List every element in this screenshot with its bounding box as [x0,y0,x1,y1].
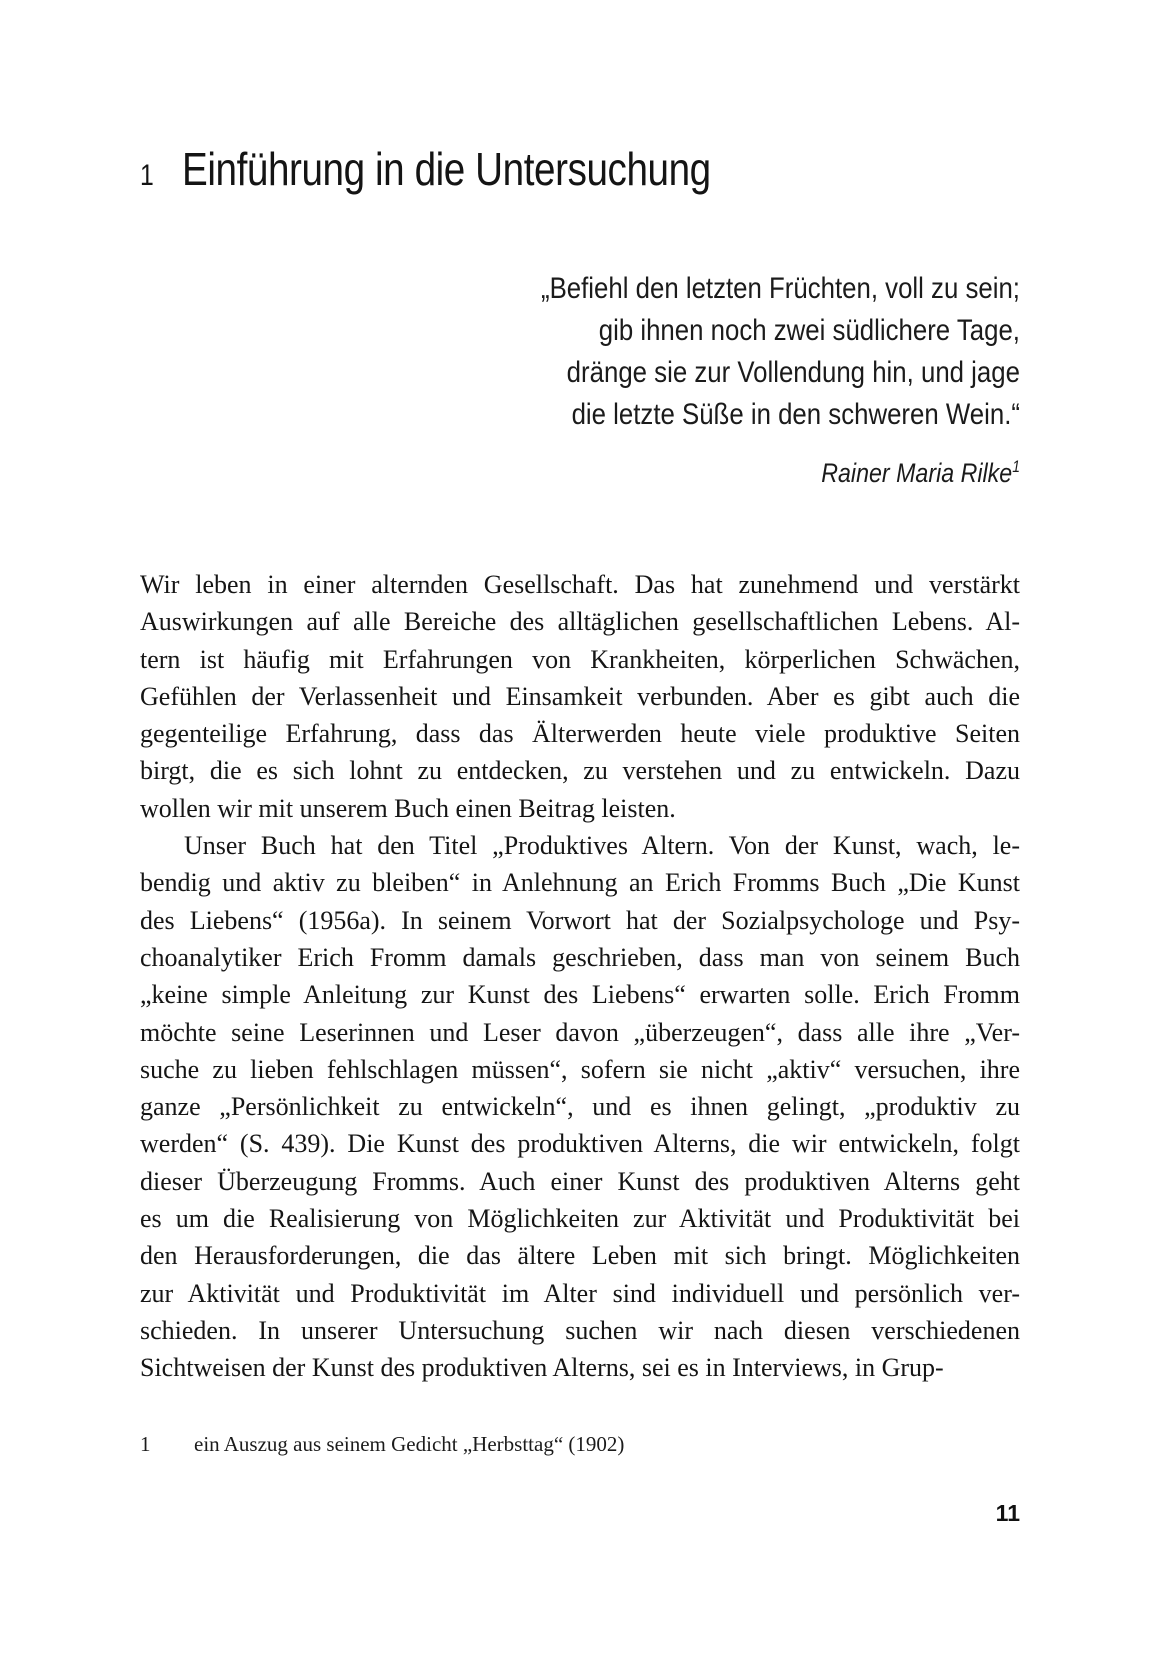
epigraph-line: dränge sie zur Vollendung hin, und jage [566,356,1020,389]
body-line: Wir leben in einer alternden Gesellschaft. Das hat zunehmend und verstärkt [140,570,1020,599]
epigraph-lines [541,268,1020,436]
body-line: Gefühlen der Verlassenheit und Einsamkeit verbunden. Aber es gibt auch die [140,681,1020,711]
body-line: zur Aktivität und Produktivität im Alter sind individuell und persönlich ver- [140,1278,1020,1308]
body-line: birgt, die es sich lohnt zu entdecken, zu verstehen und zu entwickeln. Dazu [140,756,1020,786]
chapter-heading [140,142,711,196]
body-line: dieser Überzeugung Fromms. Auch einer Kunst des produktiven Alterns geht [140,1166,1020,1196]
body-line: ganze „Persönlichkeit zu entwickeln“, und es ihnen gelingt, „produktiv zu [140,1092,1020,1122]
footnote-ref: 1 [1012,458,1020,476]
chapter-number: 1 [140,159,154,192]
body-line: wollen wir mit unserem Buch einen Beitrag leisten. [140,793,676,823]
body-line: Unser Buch hat den Titel „Produktives Altern. Von der Kunst, wach, le- [184,831,1020,861]
body-line: Auswirkungen auf alle Bereiche des alltäglichen gesellschaftlichen Lebens. Al- [140,607,1020,637]
body-line: suche zu lieben fehlschlagen müssen“, sofern sie nicht „aktiv“ versuchen, ihre [140,1054,1020,1084]
body-line: choanalytiker Erich Fromm damals geschrieben, dass man von seinem Buch [140,942,1020,972]
body-line: werden“ (S. 439). Die Kunst des produktiven Alterns, die wir entwickeln, folgt [140,1129,1020,1159]
epigraph-line: gib ihnen noch zwei südlichere Tage, [598,314,1020,347]
body-line: möchte seine Leserinnen und Leser davon „überzeugen“, dass alle ihre „Ver- [140,1017,1020,1047]
body-line: gegenteilige Erfahrung, dass das Älterwerden heute viele produktive Seiten [140,719,1020,749]
body-line: Sichtweisen der Kunst des produktiven Alterns, sei es in Interviews, in Grup- [140,1353,944,1383]
attribution-name: Rainer Maria Rilke [821,458,1013,488]
footnote [140,1432,1020,1457]
footnote-text: ein Auszug aus seinem Gedicht „Herbsttag“ (1902) [194,1432,625,1456]
body-line: schieden. In unserer Untersuchung suchen wir nach diesen verschiedenen [140,1315,1020,1345]
body-line: den Herausforderungen, die das ältere Leben mit sich bringt. Möglichkeiten [140,1241,1020,1271]
body-line: es um die Realisierung von Möglichkeiten zur Aktivität und Produktivität bei [140,1204,1020,1234]
footnote-marker: 1 [140,1432,151,1456]
page-number: 11 [995,1500,1020,1526]
body-line: tern ist häufig mit Erfahrungen von Krankheiten, körperlichen Schwächen, [140,644,1020,674]
epigraph-attribution [541,446,1020,494]
epigraph-line: die letzte Süße in den schweren Wein.“ [571,398,1020,431]
chapter-title: Einführung in die Untersuchung [182,143,711,195]
epigraph [541,268,1020,494]
body-line: „keine simple Anleitung zur Kunst des Liebens“ erwarten solle. Erich Fromm [140,980,1020,1010]
body-line: des Liebens“ (1956a). In seinem Vorwort hat der Sozialpsychologe und Psy- [140,905,1020,935]
body-line: bendig und aktiv zu bleiben“ in Anlehnung an Erich Fromms Buch „Die Kunst [140,868,1020,898]
epigraph-line: „Befiehl den letzten Früchten, voll zu sein; [541,272,1020,305]
body-text [140,566,1020,1387]
